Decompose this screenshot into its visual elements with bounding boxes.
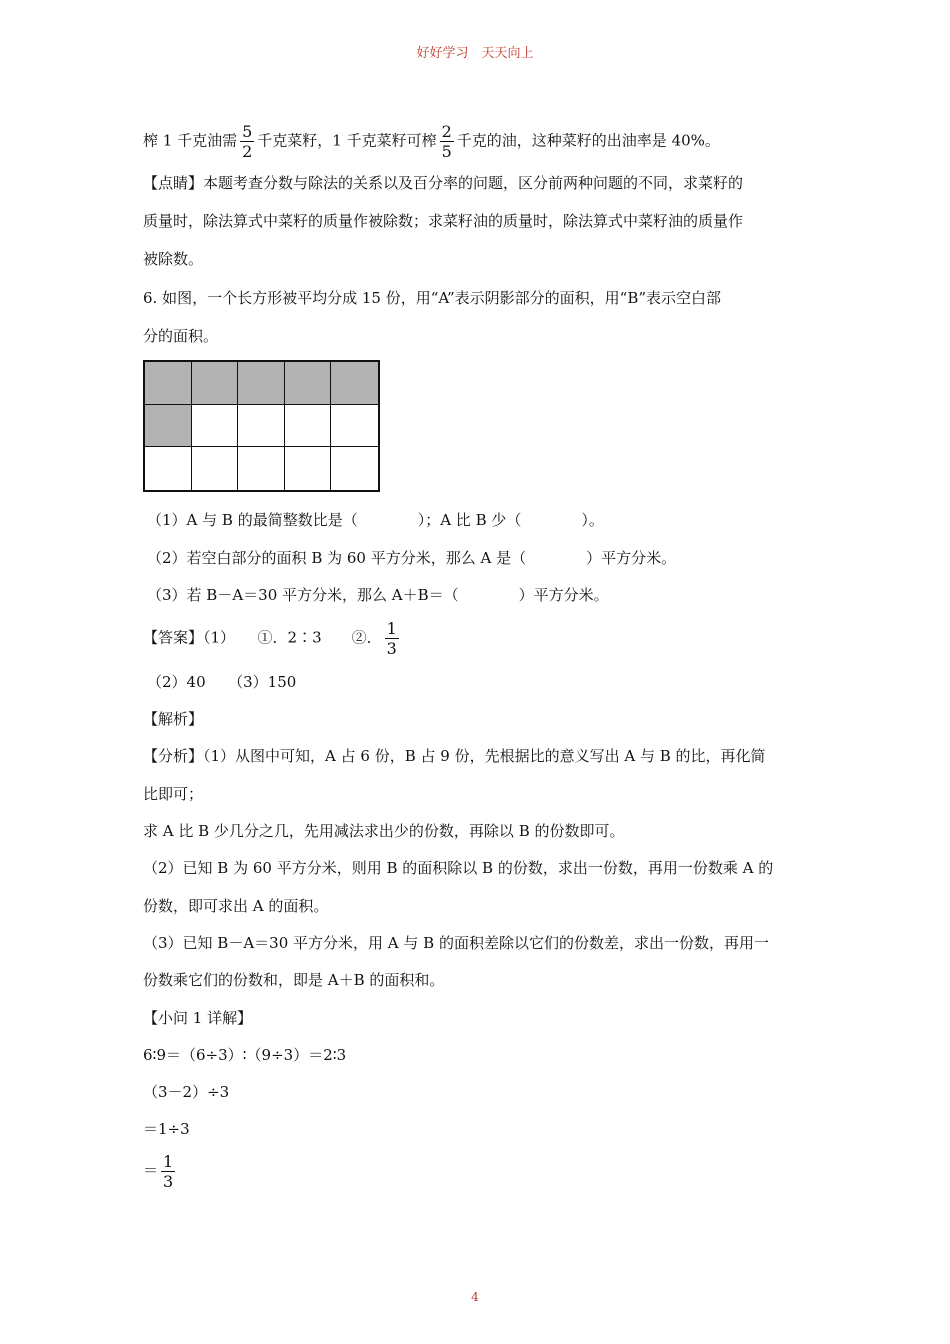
answer-line-2: （2）40 （3）150 <box>147 673 297 691</box>
fenxi-line-2: 比即可； <box>143 785 204 803</box>
subquestion-2: （2）若空白部分的面积 B 为 60 平方分米，那么 A 是（ ）平方分米。 <box>147 549 677 567</box>
blank-cell <box>192 405 239 448</box>
answer-explanation-line <box>143 122 720 161</box>
fraction-one-third <box>385 619 399 658</box>
answer-line-1 <box>143 619 402 658</box>
fraction-numerator: 2 <box>441 122 452 141</box>
blank-cell <box>238 447 285 490</box>
equals-sign: ＝ <box>143 1161 159 1180</box>
dianjing-line-3: 被除数。 <box>143 250 204 268</box>
blank-cell <box>331 405 378 448</box>
text-segment: 千克的油，这种菜籽的出油率是 40%。 <box>456 131 720 150</box>
question-6-line-2: 分的面积。 <box>143 327 219 345</box>
subquestion-1: （1）A 与 B 的最简整数比是（ ）；A 比 B 少（ ）。 <box>147 511 604 529</box>
page-number: 4 <box>471 1290 479 1304</box>
fraction-denominator: 5 <box>441 142 452 161</box>
blank-cell <box>331 447 378 490</box>
shaded-cell <box>331 362 378 405</box>
blank-cell <box>145 447 192 490</box>
fraction-two-fifths <box>440 122 454 161</box>
fraction-numerator: 1 <box>386 619 397 638</box>
shaded-cell <box>285 362 332 405</box>
dianjing-line-2: 质量时，除法算式中菜籽的质量作被除数；求菜籽油的质量时，除法算式中菜籽油的质量作 <box>143 212 744 230</box>
page-header: 好好学习 天天向上 <box>416 46 534 61</box>
fraction-five-halves <box>240 122 254 161</box>
blank-cell <box>285 405 332 448</box>
blank-cell <box>238 405 285 448</box>
jiexi-label: 【解析】 <box>143 710 204 728</box>
fenxi-line-5: 份数，即可求出 A 的面积。 <box>143 897 329 915</box>
solution-line-3: ＝1÷3 <box>143 1120 190 1138</box>
fenxi-line-6: （3）已知 B－A＝30 平方分米，用 A 与 B 的面积差除以它们的份数差，求出一份数，再用一 <box>143 934 769 952</box>
text-segment: 千克菜籽，1 千克菜籽可榨 <box>257 131 437 150</box>
shaded-cell <box>192 362 239 405</box>
solution-line-4 <box>143 1152 178 1191</box>
shaded-cell <box>145 362 192 405</box>
fraction-numerator: 5 <box>242 122 253 141</box>
solution-line-1: 6∶9＝（6÷3）∶（9÷3）＝2∶3 <box>143 1046 347 1064</box>
fraction-denominator: 3 <box>163 1172 174 1191</box>
xiangjie-title: 【小问 1 详解】 <box>143 1009 253 1027</box>
fraction-denominator: 2 <box>242 142 253 161</box>
text-segment: 榨 1 千克油需 <box>143 131 238 150</box>
shaded-cell <box>238 362 285 405</box>
blank-cell <box>285 447 332 490</box>
dianjing-line-1: 【点睛】本题考查分数与除法的关系以及百分率的问题，区分前两种问题的不同，求菜籽的 <box>143 174 744 192</box>
blank-cell <box>192 447 239 490</box>
fraction-denominator: 3 <box>386 639 397 658</box>
fenxi-line-3: 求 A 比 B 少几分之几，先用减法求出少的份数，再除以 B 的份数即可。 <box>143 822 625 840</box>
fenxi-line-4: （2）已知 B 为 60 平方分米，则用 B 的面积除以 B 的份数，求出一份数，再用一份数乘 A 的 <box>143 859 774 877</box>
fraction-numerator: 1 <box>163 1152 174 1171</box>
rectangle-grid-figure <box>143 360 380 492</box>
fenxi-line-7: 份数乘它们的份数和，即是 A＋B 的面积和。 <box>143 971 445 989</box>
subquestion-3: （3）若 B－A＝30 平方分米，那么 A＋B＝（ ）平方分米。 <box>147 586 609 604</box>
solution-line-2: （3－2）÷3 <box>143 1083 230 1101</box>
answer-label: 【答案】（1） ①．2∶3 ②． <box>143 628 382 647</box>
shaded-cell <box>145 405 192 448</box>
fraction-one-third <box>161 1152 175 1191</box>
question-6-line-1: 6. 如图，一个长方形被平均分成 15 份，用“A”表示阴影部分的面积，用“B”表示空白部 <box>143 289 722 307</box>
fenxi-line-1: 【分析】（1）从图中可知，A 占 6 份，B 占 9 份，先根据比的意义写出 A 与 B 的比，再化简 <box>143 747 766 765</box>
